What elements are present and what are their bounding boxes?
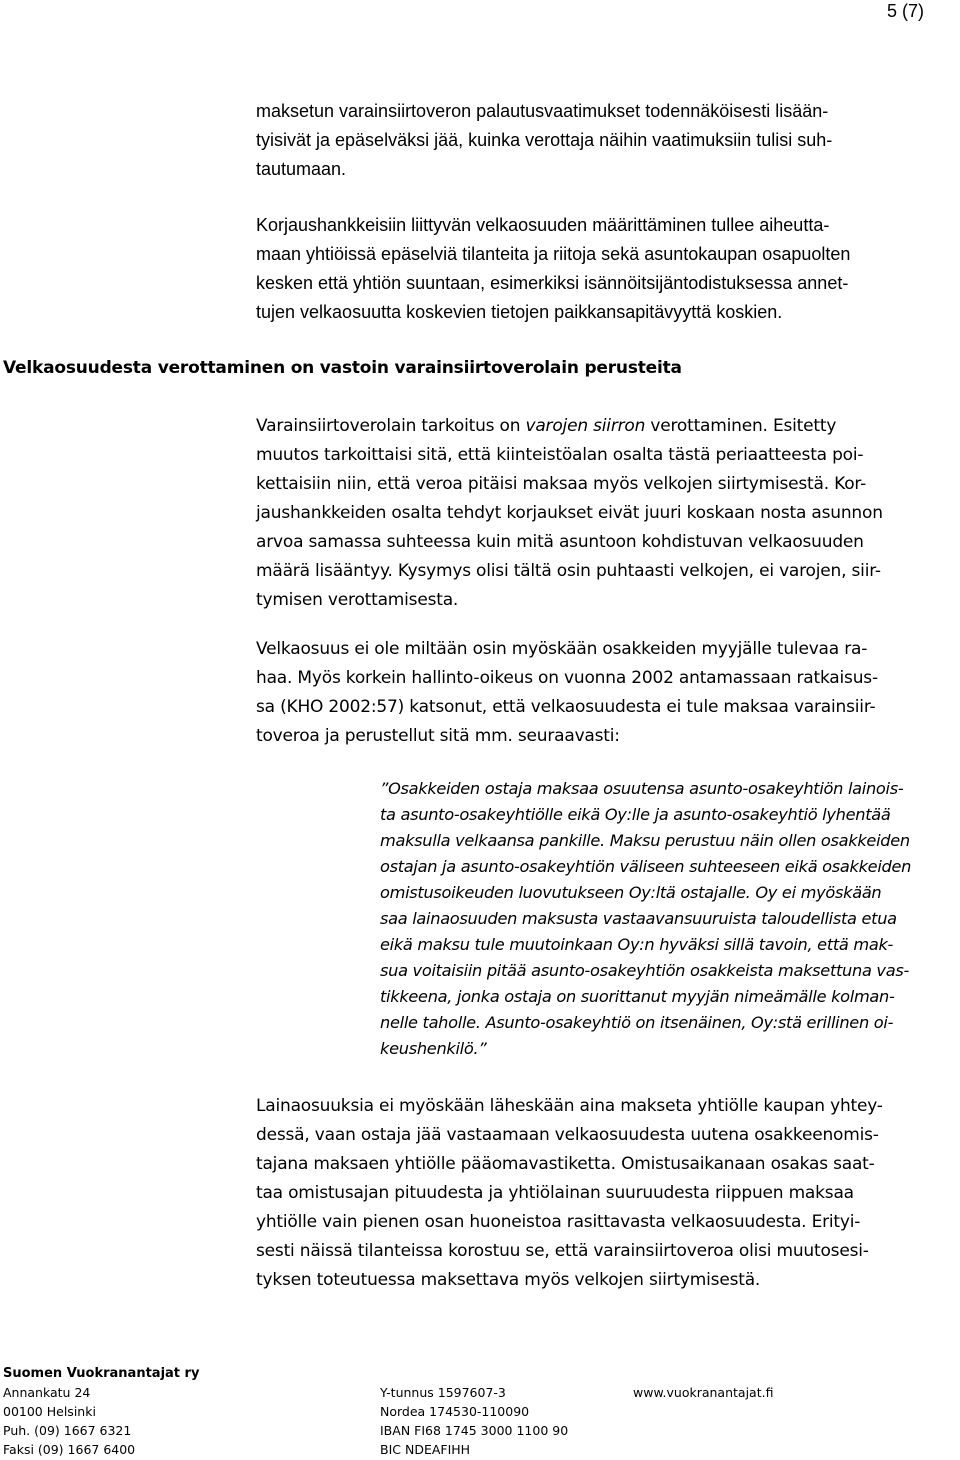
text-line: tyksen toteutuessa maksettava myös velkojen siirtymisestä.	[256, 1270, 761, 1290]
quote-line: tikkeena, jonka ostaja on suorittanut myyjän nimeämälle kolman-	[380, 987, 895, 1006]
footer-line: Puh. (09) 1667 6321	[3, 1423, 132, 1438]
text-line: Korjaushankkeisiin liittyvän velkaosuuden määrittäminen tullee aiheutta-	[256, 215, 830, 235]
footer-line: Annankatu 24	[3, 1385, 91, 1400]
quote-line: ”Osakkeiden ostaja maksaa osuutensa asunto-osakeyhtiön lainois-	[380, 779, 904, 798]
section-heading: Velkaosuudesta verottaminen on vastoin varainsiirtoverolain perusteita	[3, 358, 682, 378]
quote-line: ta asunto-osakeyhtiölle eikä Oy:lle ja asunto-osakeyhtiö lyhentää	[380, 805, 891, 824]
text-line: dessä, vaan ostaja jää vastaamaan velkaosuudesta uutena osakkeenomis-	[256, 1125, 879, 1145]
text-line: toveroa ja perustellut sitä mm. seuraavasti:	[256, 726, 620, 746]
paragraph-5	[256, 1092, 883, 1295]
text-line: sesti näissä tilanteissa korostuu se, että varainsiirtoveroa olisi muutosesi-	[256, 1241, 869, 1261]
quote-line: ostajan ja asunto-osakeyhtiön väliseen suhteeseen eikä osakkeiden	[380, 857, 912, 876]
text-line: tautumaan.	[256, 159, 347, 179]
quote-line: omistusoikeuden luovutukseen Oy:ltä ostajalle. Oy ei myöskään	[380, 883, 882, 902]
text-line: haa. Myös korkein hallinto-oikeus on vuonna 2002 antamassaan ratkaisus-	[256, 668, 878, 688]
text-segment: verottaminen. Esitetty	[645, 416, 837, 436]
quote-line: keushenkilö.”	[380, 1039, 487, 1058]
text-line: muutos tarkoittaisi sitä, että kiinteistöalan osalta tästä periaatteesta poi-	[256, 445, 864, 465]
footer-website[interactable]	[633, 1383, 773, 1402]
paragraph-4	[256, 635, 878, 751]
text-line: tymisen verottamisesta.	[256, 590, 459, 610]
text-line: kesken että yhtiön suuntaan, esimerkiksi isännöitsijäntodistuksessa annet-	[256, 273, 849, 293]
text-line: jaushankkeiden osalta tehdyt korjaukset eivät juuri koskaan nosta asunnon	[256, 503, 883, 523]
text-line: määrä lisääntyy. Kysymys olisi tältä osin puhtaasti velkojen, ei varojen, siir-	[256, 561, 881, 581]
text-line: maksetun varainsiirtoveron palautusvaatimukset todennäköisesti lisään-	[256, 101, 829, 121]
quote-line: nelle taholle. Asunto-osakeyhtiö on itsenäinen, Oy:stä erillinen oi-	[380, 1013, 894, 1032]
footer-line: 00100 Helsinki	[3, 1404, 96, 1419]
footer-bank-details	[380, 1383, 568, 1459]
text-line: kettaisiin niin, että veroa pitäisi maksaa myös velkojen siirtymisestä. Kor-	[256, 474, 867, 494]
quote-line: eikä maksu tule muutoinkaan Oy:n hyväksi sillä tavoin, että mak-	[380, 935, 894, 954]
paragraph-1	[256, 97, 832, 184]
quote-line: saa lainaosuuden maksusta vastaavansuuruista taloudellista etua	[380, 909, 897, 928]
footer-line: IBAN FI68 1745 3000 1100 90	[380, 1423, 569, 1438]
footer-line: Nordea 174530-110090	[380, 1404, 530, 1419]
paragraph-3	[256, 412, 883, 615]
text-line: tajana maksaen yhtiölle pääomavastiketta. Omistusaikanaan osakas saat-	[256, 1154, 875, 1174]
text-line: taa omistusajan pituudesta ja yhtiölainan suuruudesta riippuen maksaa	[256, 1183, 854, 1203]
text-line: yhtiölle vain pienen osan huoneistoa rasittavasta velkaosuudesta. Erityi-	[256, 1212, 861, 1232]
text-line: arvoa samassa suhteessa kuin mitä asuntoon kohdistuvan velkaosuuden	[256, 532, 864, 552]
text-line: Lainaosuuksia ei myöskään läheskään aina makseta yhtiölle kaupan yhtey-	[256, 1096, 883, 1116]
paragraph-2	[256, 211, 850, 327]
quote-line: maksulla velkaansa pankille. Maksu perustuu näin ollen osakkeiden	[380, 831, 910, 850]
text-line: maan yhtiöissä epäselviä tilanteita ja riitoja sekä asuntokaupan osapuolten	[256, 244, 851, 264]
website-link[interactable]: www.vuokranantajat.fi	[633, 1385, 774, 1400]
emphasis-text: varojen siirron	[525, 416, 646, 436]
text-line	[256, 412, 883, 441]
footer-line: BIC NDEAFIHH	[380, 1442, 471, 1457]
text-line: tyisivät ja epäselväksi jää, kuinka verottaja näihin vaatimuksiin tulisi suh-	[256, 130, 833, 150]
text-segment: Varainsiirtoverolain tarkoitus on	[256, 416, 526, 436]
text-line: Velkaosuus ei ole miltään osin myöskään osakkeiden myyjälle tulevaa ra-	[256, 639, 868, 659]
organization-name: Suomen Vuokranantajat ry	[3, 1366, 200, 1381]
quote-line: sua voitaisiin pitää asunto-osakeyhtiön osakkeista maksettuna vas-	[380, 961, 910, 980]
page-number: 5 (7)	[886, 1, 924, 21]
page-footer	[0, 1364, 960, 1460]
court-quote	[380, 776, 911, 1062]
text-line: tujen velkaosuutta koskevien tietojen paikkansapitävyyttä koskien.	[256, 302, 783, 322]
footer-line: Y-tunnus 1597607-3	[380, 1385, 506, 1400]
text-line: sa (KHO 2002:57) katsonut, että velkaosuudesta ei tule maksaa varainsiir-	[256, 697, 876, 717]
footer-line: Faksi (09) 1667 6400	[3, 1442, 136, 1457]
footer-contact	[3, 1364, 199, 1459]
